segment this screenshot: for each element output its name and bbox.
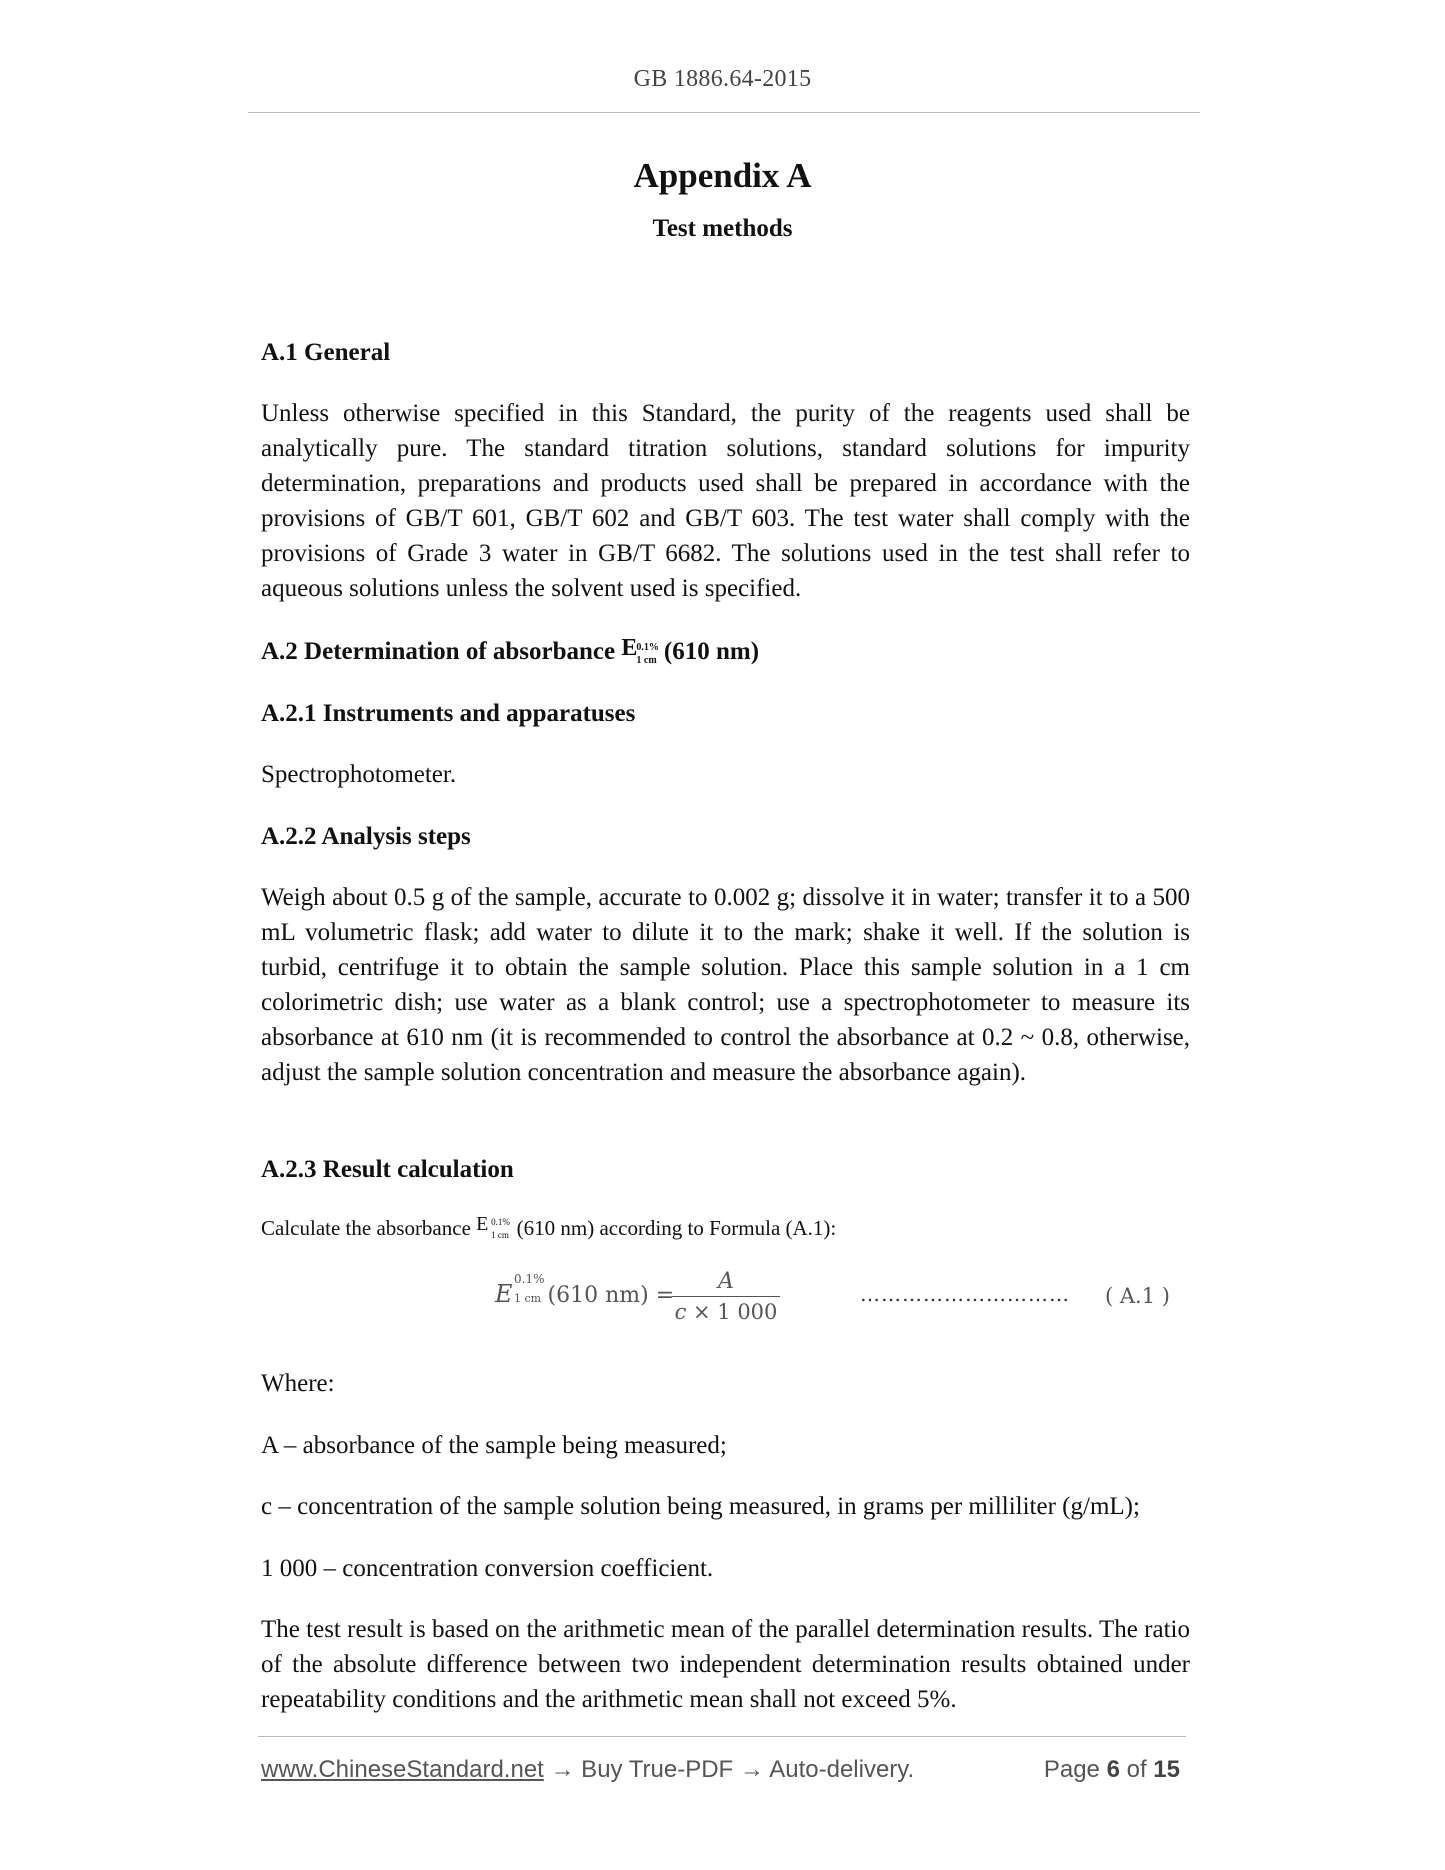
formula-lhs: E 0.1% 1 cm (610 nm) =: [495, 1272, 675, 1308]
footer-promo-text: → Buy True-PDF → Auto-delivery.: [543, 1756, 915, 1783]
footer-divider: [258, 1736, 1186, 1737]
section-a2-heading-wavelength: (610 nm): [663, 638, 760, 665]
formula-denominator: c × 1 000: [674, 1300, 778, 1324]
formula-label: ( A.1 ): [1105, 1284, 1170, 1308]
section-a1-heading: A.1 General: [261, 339, 391, 366]
header-doc-number: GB 1886.64-2015: [633, 66, 812, 92]
section-a22-heading: A.2.2 Analysis steps: [261, 823, 471, 850]
section-a1-body: Unless otherwise specified in this Standard, the purity of the reagents used shall be analytically pure. The standard titration solutions, standard solutions for impurity determination, preparations and products used shall be prepared in accordance with the provisions of GB/T 601, GB/T 602 and GB/T 603. The test water shall comply with the provisions of Grade 3 water in GB/T 6682. The solutions used in the test shall refer to aqueous solutions unless the solvent used is specified.: [261, 400, 1190, 602]
formula-a1: [495, 1268, 1205, 1338]
section-a21-heading: A.2.1 Instruments and apparatuses: [261, 700, 636, 727]
header-divider: [248, 112, 1200, 113]
footer-site-link[interactable]: www.ChineseStandard.net: [261, 1756, 544, 1783]
appendix-subtitle: Test methods: [652, 215, 793, 242]
section-a23-intro: Calculate the absorbance E 0.1% 1 cm (610 nm) according to Formula (A.1):: [261, 1213, 837, 1240]
section-a2-heading: [261, 635, 1190, 669]
section-a22-body: Weigh about 0.5 g of the sample, accurate to 0.002 g; dissolve it in water; transfer it to a 500 mL volumetric flask; add water to dilute it to the mark; shake it well. If the solution is turbid, centrifuge it to obtain the sample solution. Place this sample solution in a 1 cm colorimetric dish; use water as a blank control; use a spectrophotometer to measure its absorbance at 610 nm (it is recommended to control the absorbance at 0.2 ~ 0.8, otherwise, adjust the sample solution concentration and measure the absorbance again).: [261, 884, 1190, 1086]
page-total: 15: [1153, 1756, 1180, 1783]
where-item-c: c – concentration of the sample solution being measured, in grams per milliliter (g/mL);: [261, 1493, 1140, 1520]
page-indicator: Page 6 of 15: [1043, 1756, 1180, 1783]
page-current: 6: [1106, 1756, 1120, 1783]
section-a21-body: Spectrophotometer.: [261, 761, 457, 788]
footer-promo: [261, 1756, 914, 1784]
appendix-title: Appendix A: [633, 156, 812, 195]
absorbance-symbol-inline: E 0.1% 1 cm: [476, 1213, 510, 1240]
section-a23-heading: A.2.3 Result calculation: [261, 1156, 514, 1183]
formula-numerator: A: [718, 1269, 734, 1294]
formula-leader-dots: …………………………: [860, 1282, 1070, 1306]
where-item-a: A – absorbance of the sample being measured;: [261, 1432, 727, 1459]
where-label: Where:: [261, 1370, 335, 1397]
conclusion-paragraph: The test result is based on the arithmetic mean of the parallel determination results. The ratio of the absolute difference between two independent determination results obtained under repeatability conditions and the arithmetic mean shall not exceed 5%.: [261, 1616, 1190, 1713]
absorbance-symbol: E 0.1% 1 cm: [621, 635, 659, 666]
where-item-coefficient: 1 000 – concentration conversion coefficient.: [261, 1555, 714, 1582]
section-a2-heading-text: A.2 Determination of absorbance: [261, 638, 616, 665]
footer: [261, 1756, 1186, 1788]
formula-fraction: [670, 1268, 782, 1327]
